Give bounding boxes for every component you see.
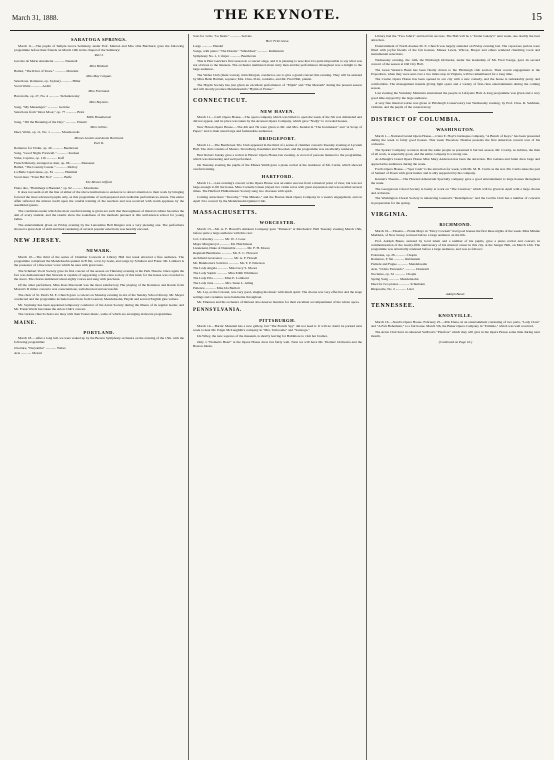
paragraph: This is Herr Gericke's first season in a concert stage, and it is pleasing to note that it is quite impossible to say what was not obvious to the listeners. The orchestra numbered about sixty men and the performance throughout was a delight to the large audience. [192, 59, 362, 72]
state-heading: NEW JERSEY. [14, 238, 62, 245]
paragraph: Prof. Adolph Bauer, assisted by local talent and a number of his pupils, gave a piano recital and concert, in commemoration of the twenty-fifth anniversary of his musical career in this city, at the Sanger Hall, on March 12th. The programme was artistically rendered before a large audience, and was as follows: [370, 238, 540, 251]
programme-entry: Aria ............ Mozart [14, 350, 43, 355]
programme-entry: The Lady Jane ............ Mrs. Susie L. Alling [192, 280, 254, 285]
subheading: (Continued on Page 16.) [438, 339, 473, 344]
subheading: Part I. [94, 53, 104, 58]
paragraph: March 11.—Last evening's concert at the Opera House was an entire success from a musical point of view, but was not large enough to fill the house. Miss Cornelia Unsen played two violin solos with great expression and was recalled several times. The Hartford Philharmonic Society sang two choruses with spirit. [192, 180, 362, 193]
programme-entry: Aria, "O mio Fernando" ............ Donizetti [370, 267, 429, 272]
page-number: 15 [531, 11, 542, 23]
paragraph: Mr. Sayinsky has been appointed temporary conductor of the Arion Society during the illness of its regular leader, and Mr. Frank Wards has taken the Arion Club's concert. [14, 302, 184, 311]
paragraph: Ford's Opera House.—"Spot Cash" is the attraction for week, with Mr. M. B. Curtis as the star. Mr. Curtis takes the part of Samuel of Posen with great humor and is ably supported by his company. [370, 167, 540, 176]
section-heading: KNOXVILLE. [438, 313, 473, 319]
subheading: The Misses Gifford. [85, 180, 113, 185]
state-heading: VIRGINIA. [370, 211, 408, 218]
state-heading: TENNESSEE. [370, 303, 415, 310]
paragraph: The Washington Choral Society is rehearsing Gounod's "Redemption," and the Cecilia Club has a number of concerts in preparation for the spring. [370, 196, 540, 205]
paragraph: On Tuesday evening the pupils of the Misses Smith gave a piano recital at the residence of Mr. Curtis, which showed careful training. [192, 162, 362, 171]
subheading: Edith Broadwood. [86, 114, 112, 119]
programme-entry: The Lady Saphir ............ Miss Edith Whitmore [192, 270, 258, 275]
section-rule [240, 205, 314, 206]
paragraph: Entertainment of North Avenue M. E. Church was largely attended on Friday evening last. The capacious parlors were filled with joyful friends of the fair hostess. Misses Lewis, Wilcox, Breyer and others rendered charming vocal and instrumental selections. [370, 43, 540, 57]
programme-entry: The Lady Angela ............ Miss Lucy S. Moore [192, 265, 258, 270]
section-heading: SARATOGA SPRINGS. [70, 37, 128, 42]
programme-entry: Valse, Caprice, op. 116 ............ Raff [14, 155, 64, 160]
programme-entry: Polonaise, op. 26 ............ Chopin [370, 252, 417, 257]
subheading: Misses Loomis and Annie Burchard. [74, 135, 124, 140]
programme-entry: Gavotte de Marie Antoinette ............ Neustedt [14, 58, 78, 63]
programme-entry: Rhapsodie, No. 2 ............ Liszt [370, 286, 414, 291]
programme-entry: Duet, Waltz, op. 11, No. 1 ............ Moszkowski [14, 130, 80, 135]
paragraph: New Haven Opera House.—The 4th and 7th were given to Mr. and Mrs. Kendal in "The Ironmaster" and "A Scrap of Paper," and to their usual large and fashionable audiences. [192, 124, 362, 134]
state-heading: MAINE. [14, 320, 37, 326]
section-heading: WORCESTER. [259, 220, 296, 226]
paragraph: The Schubert Vocal Society gave its first concert of the season on Thursday evening at the Park Theatre. Once again the fact was demonstrated that Newark is capable of supporting a first-class society of this kind, for the house was crowded to the doors. The chorus numbered about eighty voices and sang with precision. [14, 268, 184, 282]
paragraph: Kernan's Theatre.—The Howard Athenæum Specialty company gave a good entertainment to large houses throughout the week. [370, 176, 540, 186]
publication-title: THE KEYNOTE. [213, 7, 341, 23]
column-right [366, 34, 544, 760]
section-rule [240, 93, 314, 94]
paragraph: The Sparks' Company occasion about the same people as presented it but last season. Mr. Crosby, as Grimes, the man of all work, is especially good, and the entire company is a strong one. [370, 147, 540, 156]
section-rule [418, 298, 492, 299]
paragraph: Of the other performers, Miss Ross Maconald was the most satisfactory. Her playing of the Romance and Rondo from Mozart's D minor concerto was conscientious, well-directed and successful. [14, 282, 184, 292]
subheading: Miss Gillies. [90, 125, 108, 130]
programme-entry: Solo for 'cello, "Le Desir." ............ Servais [192, 34, 252, 38]
paragraph: At Albaugh's Grand Opera House Miss Mary Anderson has been the attraction. Her Galatea and Juliet drew large and appreciative audiences during the week. [370, 157, 540, 166]
programme-entry: Song, "Till the Breaking of the Day." ............ Pinsuti [14, 120, 87, 125]
programme-entry: Patience ............ Miss Ida Bartlett [192, 285, 240, 290]
column-middle [188, 34, 366, 760]
paragraph: Ida Wiley, the new soprano of the museum, is shortly leaving for Baltimore to visit her brother. [196, 333, 328, 338]
section-heading: HARTFORD. [261, 173, 294, 179]
programme-entry: Mr. Bunthorne's Solicitor ............ Mr. T. P. Emerson [192, 261, 265, 266]
subheading: Herr Fritz Giese. [265, 39, 290, 44]
paragraph: The various church choirs are busy with their Easter music, some of which are arranging elaborate programmes. [18, 312, 173, 317]
programme-entry: Song, "Good Night, Farewell." ............ Kucken [14, 150, 80, 155]
programme-entry: Vocal Waltz ............ Arditi [14, 84, 51, 89]
paragraph: Mr. Lay, as the Colonel, was very good, singing his music with much spirit. The chorus was very effective and the stage settings and costumes were handsome throughout. [192, 290, 362, 299]
section-heading: WASHINGTON. [436, 126, 475, 132]
programme-entry: The Lady Ella ............ Miss E. Lombard [192, 275, 249, 280]
section-heading: BRIDGEPORT. [258, 136, 296, 142]
paragraph: March 11.—The Beethoven Trio Club appeared in the third of a series of chamber concerts Tuesday evening at Lyceum Hall. The club consists of Messrs. Strondberg, Kaemmer and Stoeckel, and the programme was excellently rendered. [192, 142, 362, 152]
paragraph: March 1.—National Grand Opera House.—Clara E. Hoyt's burlesque company, "A Bunch of Keys," has been presented during the week to fairly good houses. This week Theodore Thomas presents the first American concert tour of his orchestra. [370, 133, 540, 146]
section-heading: RICHMOND. [439, 222, 472, 228]
paragraph: Library had the "Two John's" and had fair success. The Hall will be a "Under Gaiety's" next week, one doubly the best attraction. [370, 34, 540, 43]
issue-date: March 31, 1888. [12, 14, 59, 22]
section-rule [418, 112, 492, 113]
paragraph: The Weber Club (male voices), John Morgan, conductor, are to give a grand concert this evening. They will be assisted by Miss Belle Bartlett, soprano; Mrs. Chas. Pratt, contralto, and Mr. Fred Hall, pianist. [192, 73, 362, 82]
paragraph: It does not seem at all the line of either of the above institutions to endeavor to attract attention to their work by bringing forward the most advanced pupils only, as this programme of well-prepared and creditable performances attests. The entire affair reflected the utmost credit upon the careful training of the teachers and was received with warm applause by the assembled guests. [14, 190, 184, 208]
paragraph: The Casino Opera House has been opened in our city with a new comedy, and the house is remarkably pretty and comfortable. The management intends giving light opera and a variety of first-class entertainments during the coming season. [370, 77, 540, 90]
programme-entry: Col. Calverley ............ Mr. W. J. Goss [192, 236, 246, 241]
section-heading: PORTLAND. [83, 329, 115, 335]
section-heading: NEWARK. [86, 248, 112, 254]
programme-entry: French Melody, arranged as duet, op. 66 ............ Massenet [14, 160, 95, 165]
column-left [10, 34, 188, 760]
programme-entry: Nocturne, op. 32 ............ Chopin [370, 272, 417, 277]
programme-entry: Vocal duet, "Trust Her Not" ............ Balfe [14, 175, 72, 180]
paragraph: March 16.—Theatre.—Frank Mayo in "Davy Crockett" had good houses the first three nights of the week. Miss Minnie Maddern, of New Jersey, lectured before a large audience on the 6th. [370, 228, 540, 237]
programme-entry: Lieutenant, Duke of Dunstable ............ Mr. F. H. Moore [192, 246, 270, 251]
section-rule [418, 207, 492, 208]
paragraph: The conditions under which the most careful training is given are such that thoroughness of musical culture becomes the aim of every student, and the results show the soundness of the methods pursued at this well-known school for young ladies. [14, 208, 184, 222]
paragraph: March 13.—Mr. A. F. Howell's Amateur Company gave "Patience" at Mechanics' Hall Tuesday evening March 13th, before quite a large audience with this cast: [192, 226, 362, 236]
programme-entry: Prelude and Fugue ............ Mendelssohn [370, 262, 428, 267]
state-heading: DISTRICT OF COLUMBIA. [370, 116, 461, 123]
paragraph: March 18.—After a long lull, we were waked up by the Boston Symphony orchestra on the evening of the 15th, with the following programme: [14, 336, 184, 345]
programme-entry: Song, "My Messenger." ............ Gericke [14, 104, 70, 109]
programme-entry: Songs, with piano: "The Dream," "Ständchen" ............ Rubinstein [192, 49, 284, 54]
section-heading: PITTSBURGH. [259, 317, 296, 323]
paragraph: Only a "Woman's Heart" at the Opera House drew but fairly well. Next we will have Mr. Thomas' Orchestra and the Boston Ideals. [192, 339, 362, 348]
subheading: Miss Boynton. [89, 99, 109, 104]
paragraph: The choir of St. Paul's M. E. Church gave a concert on Monday evening in aid of the Sunday School library. Mr. Meyer conducted and the programme included selections from Gounod, Mendelssohn, Haydn and several English glee writers. [14, 292, 184, 301]
programme-entry: Romance for Violin, op. 40 ............ Beethoven [14, 145, 79, 150]
section-heading: NEW HAVEN. [260, 108, 295, 114]
programme-entry: Largo ............ Handel [192, 44, 224, 49]
programme-entry: Duet for two pianos ............ Schumann [370, 281, 425, 286]
section-rule [62, 233, 137, 234]
programme-entry: Symphony No. 1, C major ............ Beethoven [192, 54, 257, 59]
paragraph: March 11.—The pupils of Temple Grove Seminary, under Prof. Manton and Mrs. Otis Burchard, gave the following programme before their friends on March 10th in the chapel of the Seminary: [14, 43, 184, 52]
state-heading: MASSACHUSETTS. [192, 209, 258, 216]
paragraph: March 16.—Staub's Opera House. February 25.—Mis Elena, in an entertainment consisting of two parts, "Lady Clare" and "A Fair Bohemian," to a fair house. March 5th, the Baker Opera Company in "Erminie," which was well received. [370, 320, 540, 329]
programme-entry: Major Murgatroyd ............ Mr. Hutchinson [192, 241, 253, 246]
paragraph: Mr. Emerson and his orchestra of thirteen also deserve mention for their excellent accompaniment of the whole opera. [196, 300, 360, 305]
programme-entry: Barcarolle, op. 27, No. 4 ............ Tschaikowsky [14, 94, 80, 99]
programme-entry: La Belle Capricieuse, op. 81 ............ Hummel [14, 170, 78, 175]
programme-entry: Piano duo, "Hommage à Haendel," op. 92 ............ Moscheles [14, 185, 99, 190]
subheading: Miss May Colgate. [86, 74, 112, 79]
programme-entry: Ballad, "The River of Years." ............ Marzials [14, 68, 79, 73]
programme-entry: Overture, "Euryanthe" ............ Weber [14, 346, 66, 351]
subheading: Adolph Bauer. [445, 292, 466, 297]
state-heading: PENNSYLVANIA. [192, 308, 242, 314]
programme-entry: Ballad, "The Country Lassie." ............ Molloy [14, 165, 78, 170]
paragraph: Herr Robert Jonsky gave a recital at Hawes' Opera House last evening. A crowd of persons listened to the programme, which was interesting and well performed. [192, 152, 362, 161]
subheading: Miss Forehand. [88, 89, 110, 94]
programme-entry: Spring Song ............ Mendelssohn [370, 277, 419, 282]
article-columns [10, 34, 544, 760]
paragraph: The entertainment given on Friday evening by the Lancashire Bell Ringers was a very pleasing one. The performers showed a great deal of skill and their rendering of several popular selections was heartily encored. [14, 222, 184, 231]
paragraph: The Arion Club have in rehearsal Sullivan's "Pinafore" which they will give in the Opera House some time during next month. [370, 329, 540, 339]
paragraph: March 14.—Barrie' Museum has a new gallery, but "The French Spy" did not need it. It will no doubt be packed next week to hear Mr. Edgar McLaughlin's company in "Mrs. Tallcoame" and "Saratoga." [192, 324, 362, 333]
paragraph: A very fine musical soirée was given at Pittsburgh Conservatory last Wednesday evening, by Prof. Chas. R. Seidman, violinist, and the pupils of the conservatory. [370, 101, 540, 110]
state-heading: CONNECTICUT. [192, 98, 248, 105]
paragraph: The Georgetown Choral Society is busily at work on "The Creation," which will be given in April with a large chorus and orchestra. [370, 186, 540, 195]
paragraph: March 10.—The third of the series of Chamber Concerts at Library Hall last week attracted a fine audience. The programme comprised the Mendelssohn quintet in B flat, a trio by Gade, and songs by Schubert and Franz. Mr. Lambert is the possessor of a fine tenor voice which he uses with great taste. [14, 254, 184, 268]
programme-entry: Archibald Grosvenor ............ Mr. A. F. Howell [192, 256, 258, 261]
paragraph: Coming attractions: "Dorothy," "The Mikado," and the Boston Ideal Opera Company in a week's engagement, and on April 3d a concert by the Mendelssohn Quintet Club. [192, 194, 362, 203]
masthead [10, 6, 544, 31]
subheading: Miss Birdsall. [89, 63, 109, 68]
paragraph: Wednesday evening, the 14th, the Pittsburgh Orchestra, under the leadership of Mr. Fred Toerge, gave its second concert of the season at Old City Hall. [370, 57, 540, 66]
programme-entry: Selections, Romance, op. 6 (duet) ............ Hiller [14, 79, 81, 84]
subheading: Part II. [94, 140, 104, 145]
paragraph: The Haydn Society has just given an excellent performance of "Elijah" and "The Messiah" during the present season and will shortly produce Mendelssohn's "Hymn of Praise." [192, 82, 362, 92]
paragraph: Last evening the Swinkley Minstrels entertained the people at Lafayette Hall. A long programme was given and a very good time enjoyed by the large audience. [370, 91, 540, 100]
programme-entry: Selections from "Once Moor," op. 77 ............ Briot [14, 109, 85, 114]
paragraph: The Great Western Band has been finally drawn to the Pittsburgh club section. Their recent engagement at the Exposition, when they were sent over a two miles stop in Virginia, will be remembered for a long time. [370, 67, 540, 76]
programme-entry: Reginald Bunthorne ............ Mr. E. C. Howard [192, 251, 258, 256]
paragraph: March 11.—Carll Opera House.—The opera company which was billed to open the week of the 5th was disbanded and did not appear, and its place was taken by the Aronson Opera Company, which gave "Nadjy" to crowded houses. [192, 115, 362, 124]
programme-entry: Romance, E flat ............ Rubinstein [370, 257, 421, 262]
